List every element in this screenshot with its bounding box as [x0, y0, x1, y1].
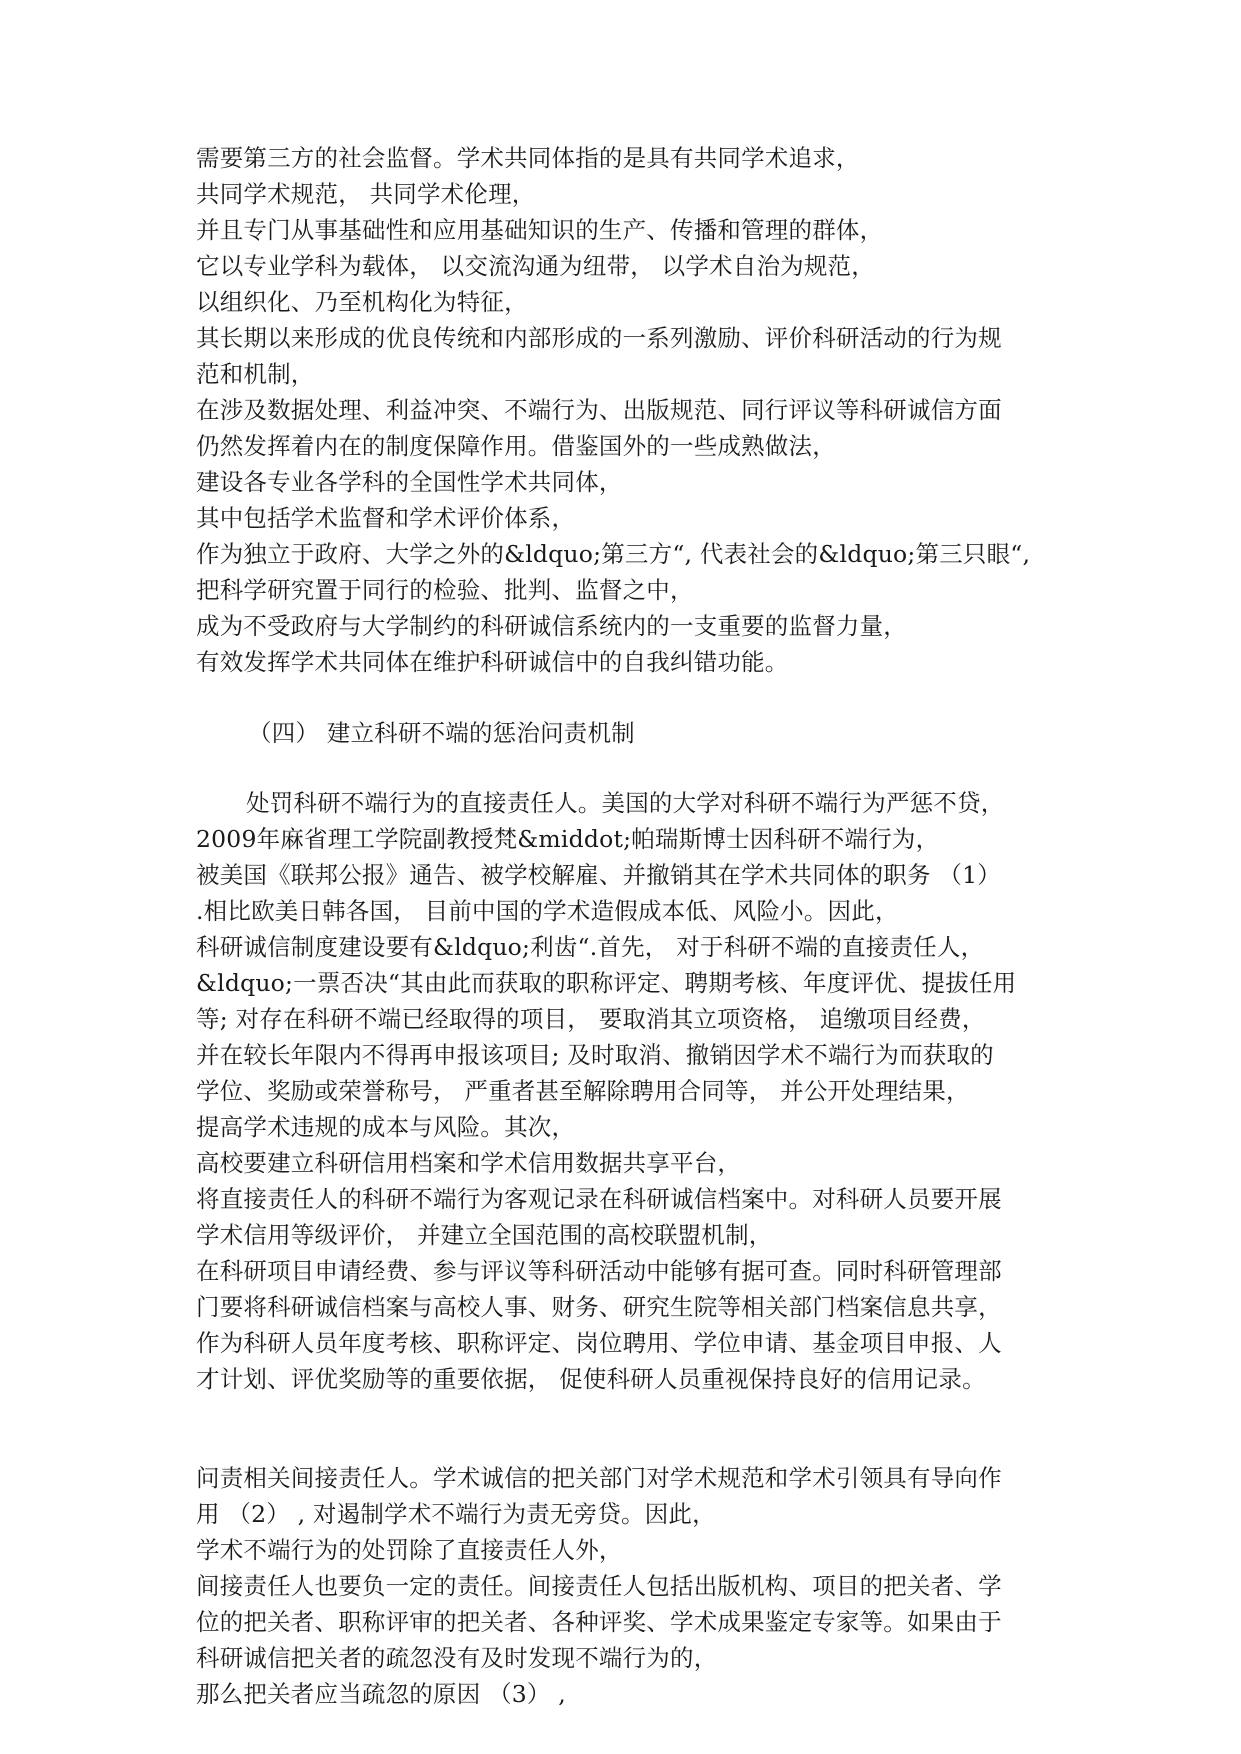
- paragraph-line: 把科学研究置于同行的检验、批判、监督之中，: [196, 576, 694, 604]
- paragraph-line: 等; 对存在科研不端已经取得的项目， 要取消其立项资格， 追缴项目经费，: [196, 1005, 986, 1033]
- paragraph-line: 需要第三方的社会监督。学术共同体指的是具有共同学术追求，: [196, 144, 860, 172]
- paragraph-line: 在涉及数据处理、利益冲突、不端行为、出版规范、同行评议等科研诚信方面: [196, 396, 1002, 424]
- paragraph-line: 仍然发挥着内在的制度保障作用。借鉴国外的一些成熟做法，: [196, 432, 836, 460]
- paragraph-line: 建设各专业各学科的全国性学术共同体，: [196, 468, 623, 496]
- paragraph-line: 提高学术违规的成本与风险。其次，: [196, 1113, 576, 1141]
- paragraph-line: 科研诚信把关者的疏忽没有及时发现不端行为的，: [196, 1644, 718, 1672]
- paragraph-line: 它以专业学科为载体， 以交流沟通为纽带， 以学术自治为规范，: [196, 252, 875, 280]
- paragraph-line: 学位、奖励或荣誉称号， 严重者甚至解除聘用合同等， 并公开处理结果，: [196, 1077, 970, 1105]
- paragraph-line: 用 （2） , 对遏制学术不端行为责无旁贷。因此，: [196, 1500, 716, 1528]
- paragraph-line: 成为不受政府与大学制约的科研诚信系统内的一支重要的监督力量，: [196, 612, 907, 640]
- paragraph-line: 科研诚信制度建设要有&ldquo;利齿“.首先， 对于科研不端的直接责任人，: [196, 933, 985, 961]
- paragraph-line: 以组织化、乃至机构化为特征，: [196, 288, 528, 316]
- section-heading: （四） 建立科研不端的惩治问责机制: [248, 719, 635, 747]
- paragraph-line: 学术不端行为的处罚除了直接责任人外，: [196, 1536, 623, 1564]
- paragraph-line: &ldquo;一票否决“其由此而获取的职称评定、聘期考核、年度评优、提拔任用: [196, 969, 1017, 997]
- paragraph-line: 那么把关者应当疏忽的原因 （3） ,: [196, 1680, 566, 1708]
- paragraph-line: 并且专门从事基础性和应用基础知识的生产、传播和管理的群体，: [196, 216, 884, 244]
- paragraph-line: 作为独立于政府、大学之外的&ldquo;第三方“, 代表社会的&ldquo;第三只眼“,: [196, 540, 1031, 568]
- paragraph-line: 有效发挥学术共同体在维护科研诚信中的自我纠错功能。: [196, 648, 789, 676]
- paragraph-line: 在科研项目申请经费、参与评议等科研活动中能够有据可查。同时科研管理部: [196, 1257, 1002, 1285]
- paragraph-line: 处罚科研不端行为的直接责任人。美国的大学对科研不端行为严惩不贷，: [246, 789, 1005, 817]
- paragraph-line: 将直接责任人的科研不端行为客观记录在科研诚信档案中。对科研人员要开展: [196, 1185, 1002, 1213]
- paragraph-line: 高校要建立科研信用档案和学术信用数据共享平台，: [196, 1149, 742, 1177]
- paragraph-line: 学术信用等级评价， 并建立全国范围的高校联盟机制，: [196, 1221, 773, 1249]
- paragraph-line: 范和机制，: [196, 360, 315, 388]
- paragraph-line: .相比欧美日韩各国， 目前中国的学术造假成本低、风险小。因此，: [196, 897, 899, 925]
- paragraph-line: 其长期以来形成的优良传统和内部形成的一系列激励、评价科研活动的行为规: [196, 324, 1002, 352]
- paragraph-line: 其中包括学术监督和学术评价体系，: [196, 504, 576, 532]
- paragraph-line: 并在较长年限内不得再申报该项目; 及时取消、撤销因学术不端行为而获取的: [196, 1041, 994, 1069]
- paragraph-line: 才计划、评优奖励等的重要依据， 促使科研人员重视保持良好的信用记录。: [196, 1365, 986, 1393]
- paragraph-line: 位的把关者、职称评审的把关者、各种评奖、学术成果鉴定专家等。如果由于: [196, 1608, 1002, 1636]
- paragraph-line: 问责相关间接责任人。学术诚信的把关部门对学术规范和学术引领具有导向作: [196, 1464, 1002, 1492]
- paragraph-line: 门要将科研诚信档案与高校人事、财务、研究生院等相关部门档案信息共享，: [196, 1293, 1002, 1321]
- paragraph-line: 作为科研人员年度考核、职称评定、岗位聘用、学位申请、基金项目申报、人: [196, 1329, 1002, 1357]
- paragraph-line: 2009年麻省理工学院副教授梵&middot;帕瑞斯博士因科研不端行为，: [196, 825, 940, 853]
- paragraph-line: 被美国《联邦公报》通告、被学校解雇、并撤销其在学术共同体的职务 （1）: [196, 861, 1001, 889]
- paragraph-line: 共同学术规范， 共同学术伦理，: [196, 180, 536, 208]
- paragraph-line: 间接责任人也要负一定的责任。间接责任人包括出版机构、项目的把关者、学: [196, 1572, 1002, 1600]
